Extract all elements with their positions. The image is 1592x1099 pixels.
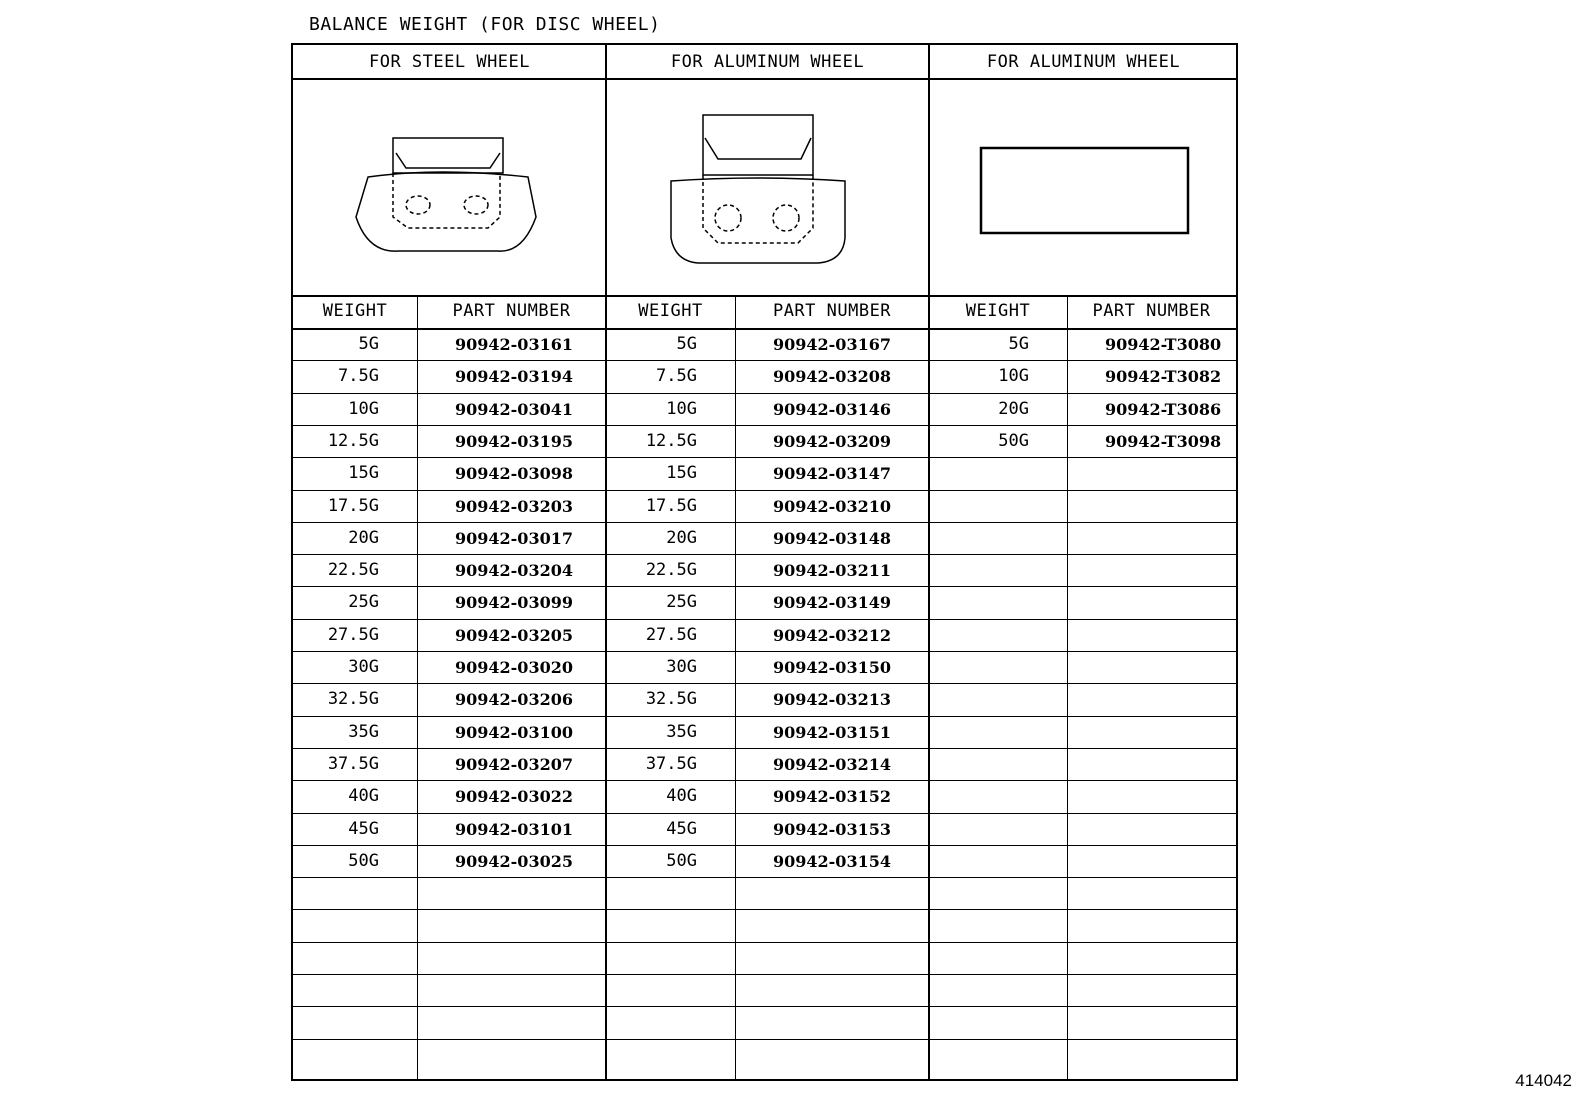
part-number-cell: 90942-03154 [773,851,891,871]
row-rule [293,586,1236,587]
part-number-cell: 90942-03099 [455,593,573,613]
weight-cell: 32.5G [645,689,697,710]
part-number-cell: 90942-03204 [455,561,573,581]
weight-cell: 45G [348,818,379,839]
section-divider [928,45,930,1079]
weight-cell: 25G [666,592,697,613]
row-rule [293,942,1236,943]
weight-cell: 17.5G [645,495,697,516]
part-number-cell: 90942-03152 [773,787,891,807]
weight-cell: 12.5G [645,430,697,451]
row-rule [293,683,1236,684]
row-rule [293,1006,1236,1007]
row-rule [293,360,1236,361]
row-rule [293,748,1236,749]
part-number-cell: 90942-T3080 [1105,335,1222,354]
part-number-cell: 90942-03101 [455,819,573,839]
part-number-cell: 90942-03017 [455,528,573,548]
weight-cell: 40G [666,786,697,807]
part-number-cell: 90942-03194 [455,367,573,387]
steel-wheel-weight-drawing [348,135,548,265]
row-rule [293,909,1236,910]
weight-cell: 5G [676,334,697,354]
part-number-cell: 90942-03150 [773,658,891,677]
part-number-cell: 90942-03151 [773,722,891,742]
column-header-rule [293,328,1236,330]
column-header-weight: WEIGHT [965,301,1031,321]
column-divider [417,295,418,1079]
part-number-cell: 90942-03208 [773,367,891,387]
row-rule [293,845,1236,846]
weight-cell: 27.5G [645,624,697,645]
part-number-cell: 90942-03161 [455,335,573,354]
figure-code: 414042 [1515,1071,1572,1090]
part-number-cell: 90942-03149 [773,593,891,613]
part-number-cell: 90942-03212 [773,625,891,645]
weight-cell: 22.5G [645,560,697,581]
part-number-cell: 90942-03213 [773,690,891,710]
column-header-part-number: PART NUMBER [452,301,571,321]
part-number-cell: 90942-03210 [773,496,891,516]
weight-cell: 10G [998,366,1029,387]
weight-cell: 40G [348,786,379,807]
column-header-part-number: PART NUMBER [1092,301,1211,321]
part-number-cell: 90942-03205 [455,625,573,645]
weight-cell: 35G [666,721,697,742]
weight-cell: 50G [998,430,1029,451]
part-number-cell: 90942-03100 [455,722,573,742]
part-number-cell: 90942-T3098 [1105,431,1222,451]
part-number-cell: 90942-03041 [455,399,573,419]
part-number-cell: 90942-03195 [455,431,573,451]
weight-cell: 15G [348,463,379,484]
weight-cell: 30G [666,657,697,677]
weight-cell: 45G [666,818,697,839]
balance-weight-table [291,43,1238,1081]
weight-cell: 20G [348,527,379,548]
weight-cell: 12.5G [327,430,379,451]
header-rule [293,78,1236,80]
section-header-aluminum-1: FOR ALUMINUM WHEEL [670,52,865,72]
part-number-cell: 90942-T3082 [1105,367,1222,387]
weight-cell: 10G [348,398,379,419]
page-title: BALANCE WEIGHT (FOR DISC WHEEL) [309,14,661,35]
weight-cell: 22.5G [327,560,379,581]
part-number-cell: 90942-03206 [455,690,573,710]
row-rule [293,716,1236,717]
section-header-aluminum-2: FOR ALUMINUM WHEEL [986,52,1181,72]
row-rule [293,1039,1236,1040]
column-divider [1067,295,1068,1079]
column-divider [735,295,736,1079]
row-rule [293,813,1236,814]
row-rule [293,490,1236,491]
weight-cell: 50G [666,850,697,871]
weight-cell: 32.5G [327,689,379,710]
row-rule [293,877,1236,878]
part-number-cell: 90942-03148 [773,528,891,548]
part-number-cell: 90942-03214 [773,754,891,774]
weight-cell: 30G [348,657,379,677]
weight-cell: 7.5G [656,366,697,387]
weight-cell: 17.5G [327,495,379,516]
row-rule [293,522,1236,523]
column-header-weight: WEIGHT [322,301,388,321]
part-number-cell: 90942-03146 [773,399,891,419]
part-number-cell: 90942-03020 [455,658,573,677]
part-number-cell: 90942-03153 [773,819,891,839]
weight-cell: 25G [348,592,379,613]
row-rule [293,780,1236,781]
weight-cell: 50G [348,850,379,871]
weight-cell: 5G [358,334,379,354]
part-number-cell: 90942-03203 [455,496,573,516]
column-header-part-number: PART NUMBER [772,301,892,321]
weight-cell: 20G [666,527,697,548]
part-number-cell: 90942-03209 [773,431,891,451]
part-number-cell: 90942-03147 [773,464,891,484]
weight-cell: 7.5G [338,366,379,387]
figure-rule [293,295,1236,297]
part-number-cell: 90942-03207 [455,754,573,774]
aluminum-wheel-weight-drawing [663,113,853,268]
column-header-weight: WEIGHT [638,301,703,321]
row-rule [293,974,1236,975]
part-number-cell: 90942-03167 [773,335,891,354]
weight-cell: 20G [998,398,1029,419]
weight-cell: 5G [1008,334,1029,354]
weight-cell: 37.5G [327,753,379,774]
weight-cell: 35G [348,721,379,742]
part-number-cell: 90942-03022 [455,787,573,807]
row-rule [293,425,1236,426]
part-number-cell: 90942-T3086 [1105,399,1222,419]
weight-cell: 37.5G [645,753,697,774]
weight-cell: 10G [666,398,697,419]
row-rule [293,554,1236,555]
part-number-cell: 90942-03098 [455,464,573,484]
adhesive-weight-drawing [979,145,1191,237]
row-rule [293,457,1236,458]
row-rule [293,619,1236,620]
section-header-steel: FOR STEEL WHEEL [368,52,531,72]
row-rule [293,393,1236,394]
weight-cell: 15G [666,463,697,484]
row-rule [293,651,1236,652]
part-number-cell: 90942-03025 [455,851,573,871]
weight-cell: 27.5G [327,624,379,645]
part-number-cell: 90942-03211 [773,561,891,581]
